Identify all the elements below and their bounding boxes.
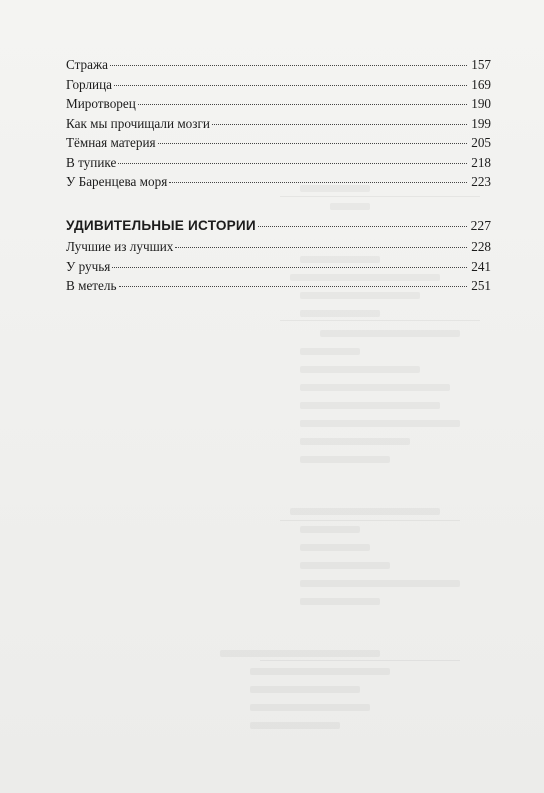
toc-section bbox=[66, 215, 491, 296]
dot-leader bbox=[112, 267, 467, 268]
dot-leader bbox=[118, 163, 467, 164]
toc-entry-page: 169 bbox=[471, 76, 491, 92]
toc-entry[interactable] bbox=[66, 133, 491, 153]
toc-entry-title: Как мы прочищали мозги bbox=[66, 115, 210, 131]
dot-leader bbox=[110, 65, 467, 66]
dot-leader bbox=[175, 247, 467, 248]
toc-entry[interactable] bbox=[66, 172, 491, 192]
toc-entry-title: У Баренцева моря bbox=[66, 174, 168, 189]
toc-entry[interactable] bbox=[66, 153, 491, 173]
toc-entry-page: 205 bbox=[471, 135, 491, 150]
toc-entry-title: Лучшие из лучших bbox=[66, 239, 174, 254]
toc-entry[interactable] bbox=[66, 257, 491, 277]
toc-entry-page: 199 bbox=[471, 115, 491, 131]
toc-entry-title: В метель bbox=[66, 278, 117, 293]
dot-leader bbox=[158, 143, 467, 144]
toc-entry-title: Горлица bbox=[66, 76, 113, 92]
toc-entry-page: 157 bbox=[471, 57, 491, 72]
toc-entry[interactable] bbox=[66, 75, 491, 95]
toc-entry-title: Стража bbox=[66, 57, 108, 72]
section-page: 227 bbox=[470, 218, 491, 233]
toc-entry-page: 190 bbox=[471, 96, 491, 111]
toc-entry-page: 241 bbox=[471, 258, 491, 274]
dot-leader bbox=[258, 226, 467, 227]
toc-entry-title: У ручья bbox=[66, 258, 111, 274]
dot-leader bbox=[119, 286, 467, 287]
toc-entry-title: Тёмная материя bbox=[66, 135, 156, 150]
toc-section-heading[interactable] bbox=[66, 215, 491, 237]
dot-leader bbox=[138, 104, 467, 105]
toc-entry-page: 251 bbox=[471, 278, 491, 293]
toc-entry-title: В тупике bbox=[66, 154, 117, 170]
toc-entry[interactable] bbox=[66, 94, 491, 114]
toc-entry-page: 228 bbox=[471, 239, 491, 254]
toc-entry-page: 223 bbox=[471, 174, 491, 189]
section-title: УДИВИТЕЛЬНЫЕ ИСТОРИИ bbox=[66, 218, 256, 233]
dot-leader bbox=[114, 85, 467, 86]
toc-list-top bbox=[66, 55, 491, 192]
toc-entry-title: Миротворец bbox=[66, 96, 136, 111]
toc-entry[interactable] bbox=[66, 55, 491, 75]
toc-entry[interactable] bbox=[66, 276, 491, 296]
dot-leader bbox=[212, 124, 467, 125]
toc-entry-page: 218 bbox=[471, 154, 491, 170]
toc-entry[interactable] bbox=[66, 114, 491, 134]
toc-entry[interactable] bbox=[66, 237, 491, 257]
dot-leader bbox=[169, 182, 467, 183]
